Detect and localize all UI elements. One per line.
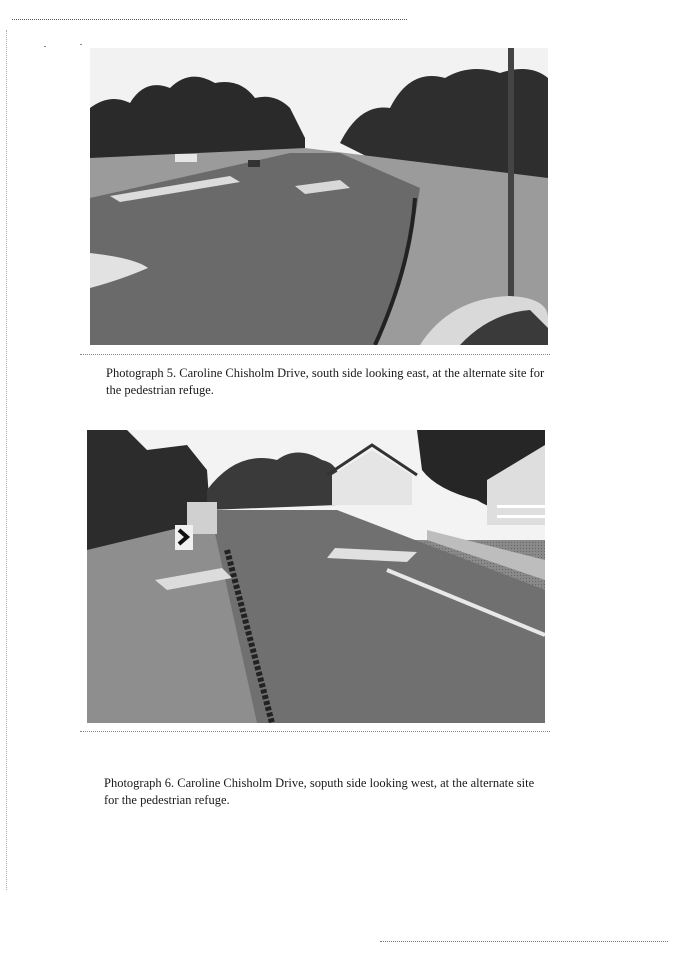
photograph-6 <box>87 430 545 723</box>
road-scene-west-image <box>87 430 545 723</box>
photograph-6-caption: Photograph 6. Caroline Chisholm Drive, soputh side looking west, at the alternate site for the pedestrian refuge. <box>104 776 535 807</box>
bottom-rule <box>380 941 668 942</box>
scan-speck <box>80 44 82 45</box>
road-scene-east-image <box>90 48 548 345</box>
photograph-5 <box>90 48 548 345</box>
photograph-5-caption: Photograph 5. Caroline Chisholm Drive, south side looking east, at the alternate site for the pedestrian refuge. <box>106 366 545 397</box>
photo-6-divider <box>80 731 550 732</box>
scan-speck <box>44 46 46 47</box>
left-margin-rule <box>6 30 7 890</box>
top-rule <box>12 19 407 20</box>
photo-5-divider <box>80 354 550 355</box>
